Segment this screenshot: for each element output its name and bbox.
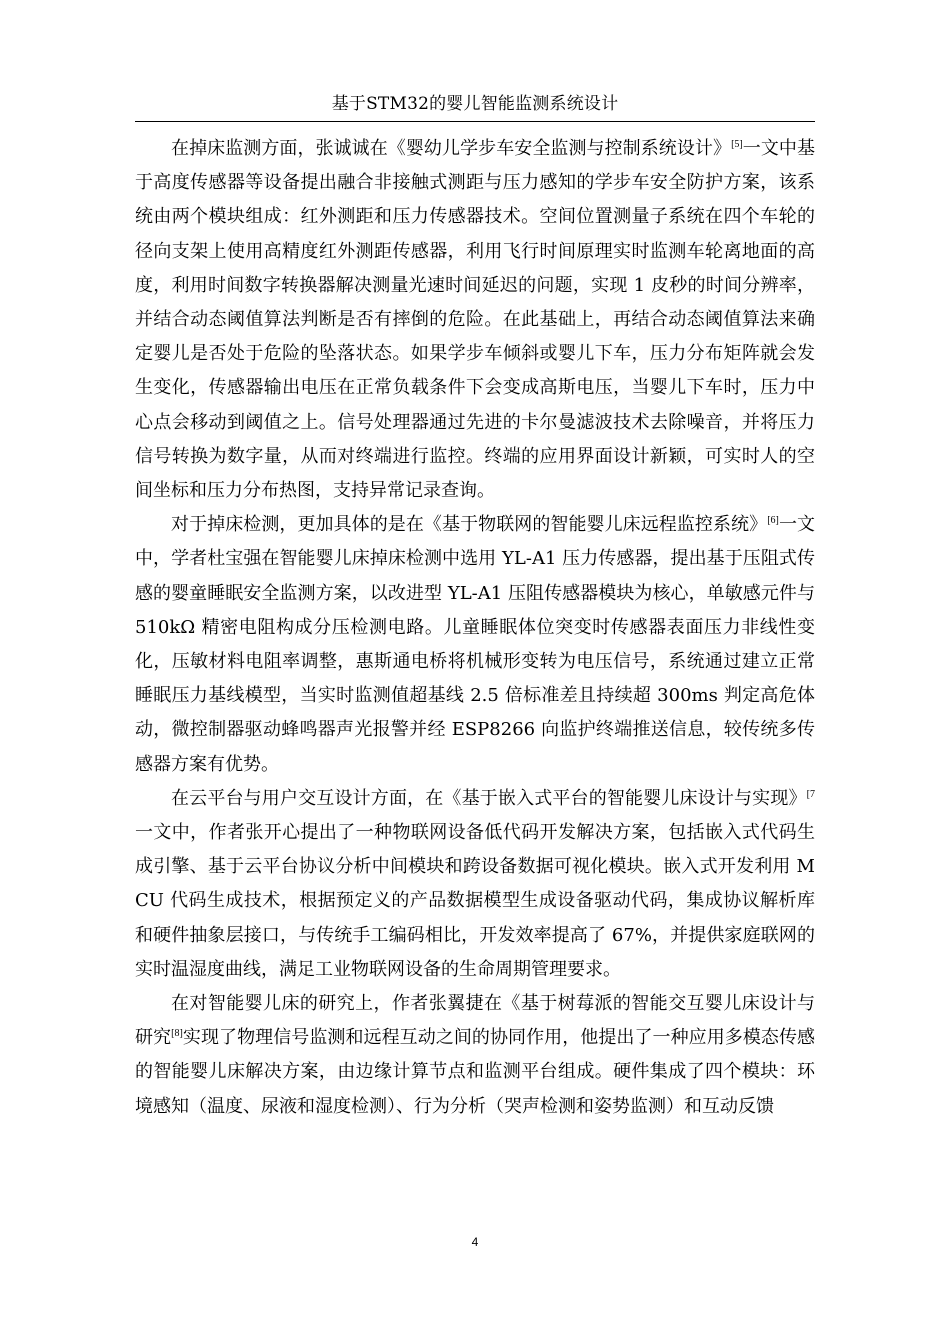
- paragraph: [135, 508, 815, 782]
- paragraph: [135, 132, 815, 508]
- paragraph: [135, 782, 815, 987]
- paragraph: [135, 987, 815, 1124]
- paragraph-text: 在云平台与用户交互设计方面，在《基于嵌入式平台的智能婴儿床设计与实现》: [171, 787, 807, 809]
- running-header: 基于STM32的婴儿智能监测系统设计: [331, 94, 619, 114]
- paragraph-text: 对于掉床检测，更加具体的是在《基于物联网的智能婴儿床远程监控系统》: [171, 514, 768, 536]
- citation-ref: [8]: [171, 1028, 183, 1040]
- paragraph-text: 在对智能婴儿床的研究上，作者张翼捷在《基于树莓派的智能交互婴儿床设计与研究: [135, 993, 815, 1049]
- paragraph-text: 一文中，作者张开心提出了一种物联网设备低代码开发解决方案，包括嵌入式代码生成引擎、基于云平台协议分析中间模块和跨设备数据可视化模块。嵌入式开发利用 MCU 代码生成技术，根据预定义的产品数据模型生成设备驱动代码，集成协议解析库和硬件抽象层接口，与传统手工编码相比，开发效率提高了 67%，并提供家庭联网的实时温湿度曲线，满足工业物联网设备的生命周期管理要求。: [135, 822, 815, 980]
- citation-ref: [6]: [767, 515, 779, 527]
- header-rule: [135, 121, 815, 122]
- page-number: 4: [471, 1235, 479, 1249]
- body-text: [135, 132, 815, 1124]
- paragraph-text: 一文中基于高度传感器等设备提出融合非接触式测距与压力感知的学步车安全防护方案，该系统由两个模块组成：红外测距和压力传感器技术。空间位置测量子系统在四个车轮的径向支架上使用高精度红外测距传感器，利用飞行时间原理实时监测车轮离地面的高度，利用时间数字转换器解决测量光速时间延迟的问题，实现 1 皮秒的时间分辨率，并结合动态阈值算法判断是否有摔倒的危险。在此基础上，再结合动态阈值算法来确定婴儿是否处于危险的坠落状态。如果学步车倾斜或婴儿下车，压力分布矩阵就会发生变化，传感器输出电压在正常负载条件下会变成高斯电压，当婴儿下车时，压力中心点会移动到阈值之上。信号处理器通过先进的卡尔曼滤波技术去除噪音，并将压力信号转换为数字量，从而对终端进行监控。终端的应用界面设计新颖，可实时人的空间坐标和压力分布热图，支持异常记录查询。: [135, 138, 816, 502]
- paragraph-text: 在掉床监测方面，张诚诚在《婴幼儿学步车安全监测与控制系统设计》: [171, 138, 732, 159]
- paragraph-text: 一文中，学者杜宝强在智能婴儿床掉床检测中选用 YL-A1 压力传感器，提出基于压阻式传感的婴童睡眠安全监测方案，以改进型 YL-A1 压阻传感器模块为核心，单敏感元件与 510kΩ 精密电阻构成分压检测电路。儿童睡眠体位突变时传感器表面压力非线性变化，压敏材料电阻率调整，惠斯通电桥将机械形变转为电压信号，系统通过建立正常睡眠压力基线模型，当实时监测值超基线 2.5 倍标准差且持续超 300ms 判定高危体动，微控制器驱动蜂鸣器声光报警并经 ESP8266 向监护终端推送信息，较传统多传感器方案有优势。: [135, 514, 816, 775]
- paragraph-text: 实现了物理信号监测和远程互动之间的协同作用，他提出了一种应用多模态传感的智能婴儿床解决方案，由边缘计算节点和监测平台组成。硬件集成了四个模块：环境感知（温度、尿液和湿度检测）、行为分析（哭声检测和姿势监测）和互动反馈: [135, 1027, 816, 1117]
- citation-ref: [5]: [731, 139, 743, 150]
- citation-ref: [7: [806, 788, 815, 800]
